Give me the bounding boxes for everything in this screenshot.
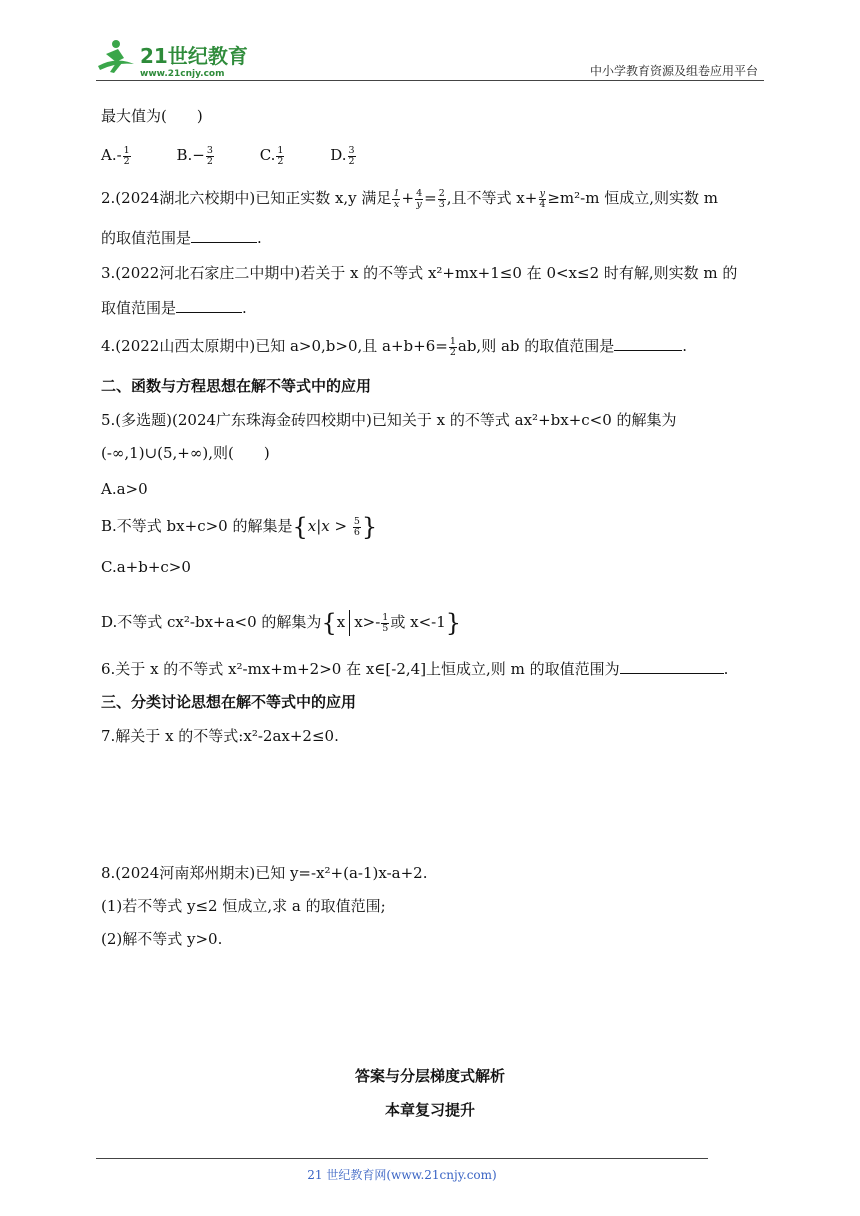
section-3-heading: 三、分类讨论思想在解不等式中的应用 xyxy=(101,693,357,711)
q3-line1: 3.(2022河北石家庄二中期中)若关于 x 的不等式 x²+mx+1≤0 在 0<x≤2 时有解,则实数 m 的 xyxy=(101,264,738,282)
q5-option-a: A.a>0 xyxy=(101,480,148,498)
q5-option-b: B.不等式 bx+c>0 的解集是{x|x > $\frac{5}{6}$ } xyxy=(101,513,378,541)
chapter-title: 本章复习提升 xyxy=(384,1101,475,1119)
section-2-heading: 二、函数与方程思想在解不等式中的应用 xyxy=(101,377,372,395)
q6-answer-blank xyxy=(620,659,724,674)
q1-option-a: A.- $\frac{1}{2}$ xyxy=(101,144,130,167)
q8-line1: 8.(2024河南郑州期末)已知 y=-x²+(a-1)x-a+2. xyxy=(101,864,428,882)
q5-option-d: D.不等式 cx²-bx+a<0 的解集为{x x>- $\frac{1}{5}$ 或 x<-1} xyxy=(101,609,462,637)
q8-line2: (1)若不等式 y≤2 恒成立,求 a 的取值范围; xyxy=(101,897,386,915)
header-divider xyxy=(96,80,764,81)
q2-line2: 的取值范围是 . xyxy=(101,229,262,247)
site-logo xyxy=(96,36,266,80)
q1-options xyxy=(101,145,771,167)
q2-answer-blank xyxy=(191,228,257,243)
q4-line: 4.(2022山西太原期中)已知 a>0,b>0,且 a+b+6= $\frac{1}{2}$ ab,则 ab 的取值范围是 . xyxy=(101,335,688,358)
q1-stem: 最大值为( ) xyxy=(101,107,203,125)
q5-line1: 5.(多选题)(2024广东珠海金砖四校期中)已知关于 x 的不等式 ax²+bx+c<0 的解集为 xyxy=(101,411,677,429)
svg-text:21世纪教育: 21世纪教育 xyxy=(140,44,248,68)
q4-answer-blank xyxy=(614,336,682,351)
footer-link[interactable]: 21 世纪教育网(www.21cnjy.com) xyxy=(307,1168,497,1182)
q6-line: 6.关于 x 的不等式 x²-mx+m+2>0 在 x∈[-2,4]上恒成立,则 m 的取值范围为 . xyxy=(101,660,729,678)
q3-line2: 取值范围是 . xyxy=(101,299,247,317)
footer-divider xyxy=(96,1158,708,1159)
q1-option-d: D. $\frac{3}{2}$ xyxy=(330,144,355,167)
answers-title: 答案与分层梯度式解析 xyxy=(354,1067,505,1085)
q8-line3: (2)解不等式 y>0. xyxy=(101,930,223,948)
q5-option-c: C.a+b+c>0 xyxy=(101,558,191,576)
q1-option-b: B.− $\frac{3}{2}$ xyxy=(176,144,213,167)
platform-name: 中小学教育资源及组卷应用平台 xyxy=(589,64,758,78)
svg-text:www.21cnjy.com: www.21cnjy.com xyxy=(140,69,225,79)
q1-option-c: C. $\frac{1}{2}$ xyxy=(259,144,284,167)
q3-answer-blank xyxy=(176,298,242,313)
q5-line2: (-∞,1)∪(5,+∞),则( ) xyxy=(101,444,270,462)
q2-line1: 2.(2024湖北六校期中)已知正实数 x,y 满足 $\frac{1}{x}$ + $\frac{4}{y}$ = $\frac{2}{3}$ ,且不等式 x+ $\frac{y}{4}$ ≥m²-m 恒成立,则实数 m xyxy=(101,187,718,210)
q7-line: 7.解关于 x 的不等式:x²-2ax+2≤0. xyxy=(101,727,339,745)
